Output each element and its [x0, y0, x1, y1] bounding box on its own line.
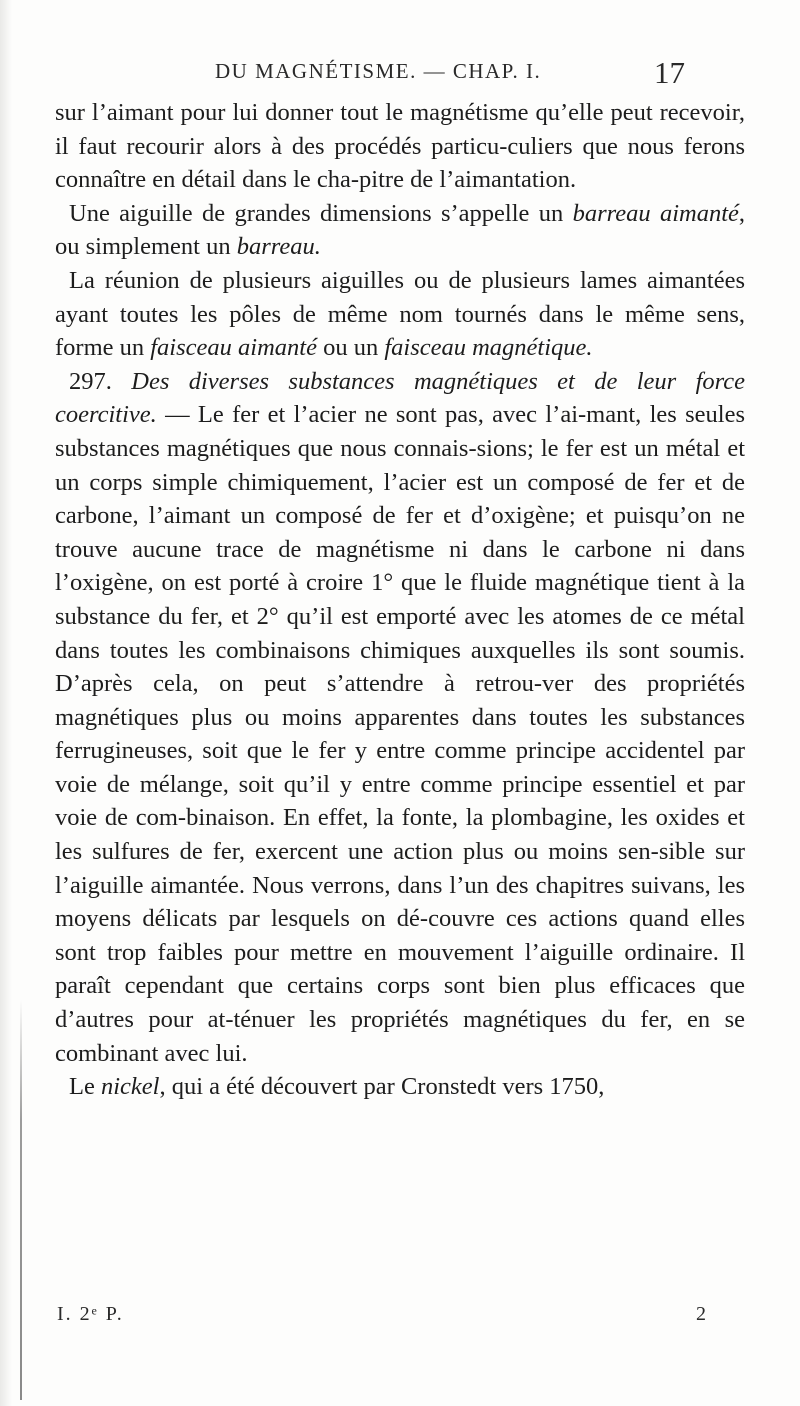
paragraph-text: Le: [69, 1073, 101, 1101]
paragraph-text: , qui a été découvert par Cronstedt vers 1750,: [159, 1073, 605, 1101]
paragraph-text: ou un: [316, 334, 385, 362]
paragraph-text: La réunion de plusieurs aiguilles ou de plusieurs lames aimantées ayant toutes les pôles de même nom tournés dans le même sens, forme un: [55, 266, 745, 362]
paragraph-faisceau-definition: [55, 264, 745, 365]
term-faisceau-magnetique: faisceau magnétique.: [384, 334, 593, 362]
term-faisceau-aimante: faisceau aimanté: [150, 334, 317, 362]
signature-number: 2: [696, 1303, 708, 1325]
page-gutter-shadow: [0, 0, 12, 1406]
term-barreau: barreau.: [236, 233, 321, 261]
body-text: [55, 96, 745, 1104]
paragraph-barreau-definition: [55, 197, 745, 264]
paragraph-nickel: [55, 1070, 745, 1104]
page-header: [215, 55, 685, 95]
term-nickel: nickel: [100, 1073, 160, 1101]
term-barreau-aimante: barreau aimanté: [572, 199, 739, 227]
paragraph-text: Une aiguille de grandes dimensions s’appelle un: [69, 199, 573, 227]
running-head: DU MAGNÉTISME. — CHAP. I.: [215, 59, 542, 83]
section-number: 297.: [69, 367, 112, 395]
page-number: 17: [654, 55, 685, 90]
page-footer: [57, 1303, 747, 1333]
page-edge-mark: [20, 1000, 22, 1400]
section-text: — Le fer et l’acier ne sont pas, avec l’ai-mant, les seules substances magnétiques que nous connais-sions; le fer est un métal et un corps simple chimiquement, l’acier est un composé de fer et de carbone, l’aimant un composé de fer et d’oxigène; et puisqu’on ne trouve aucune trace de magnétisme ni dans le carbone ni dans l’oxigène, on est porté à croire 1° que le fluide magnétique tient à la substance du fer, et 2° qu’il est emporté avec les atomes de ce métal dans toutes les combinaisons chimiques auxquelles ils sont soumis. D’après cela, on peut s’attendre à retrou-ver des propriétés magnétiques plus ou moins apparentes dans toutes les substances ferrugineuses, soit que le fer y entre comme principe accidentel par voie de mélange, soit qu’il y entre comme principe essentiel et par voie de com-binaison. En effet, la fonte, la plombagine, les oxides et les sulfures de fer, exercent une action plus ou moins sen-sible sur l’aiguille aimantée. Nous verrons, dans l’un des chapitres suivans, les moyens délicats par lesquels on dé-couvre ces actions quand elles sont trop faibles pour mettre en mouvement l’aiguille ordinaire. Il paraît cependant que certains corps sont bien plus efficaces que d’autres pour at-ténuer les propriétés magnétiques du fer, en se combinant avec lui.: [55, 401, 745, 1067]
paragraph-continuation: sur l’aimant pour lui donner tout le magnétisme qu’elle peut recevoir, il faut recourir alors à des procédés particu-culiers que nous ferons connaître en détail dans le cha-pitre de l’aimantation.: [55, 99, 745, 194]
paragraph-text: , ou simplement un: [55, 199, 745, 261]
section-heading: Des diverses substances magnétiques et de leur force coercitive.: [55, 367, 746, 429]
section-297: [55, 365, 745, 1070]
printer-signature: I. 2ᵉ P.: [57, 1303, 124, 1325]
